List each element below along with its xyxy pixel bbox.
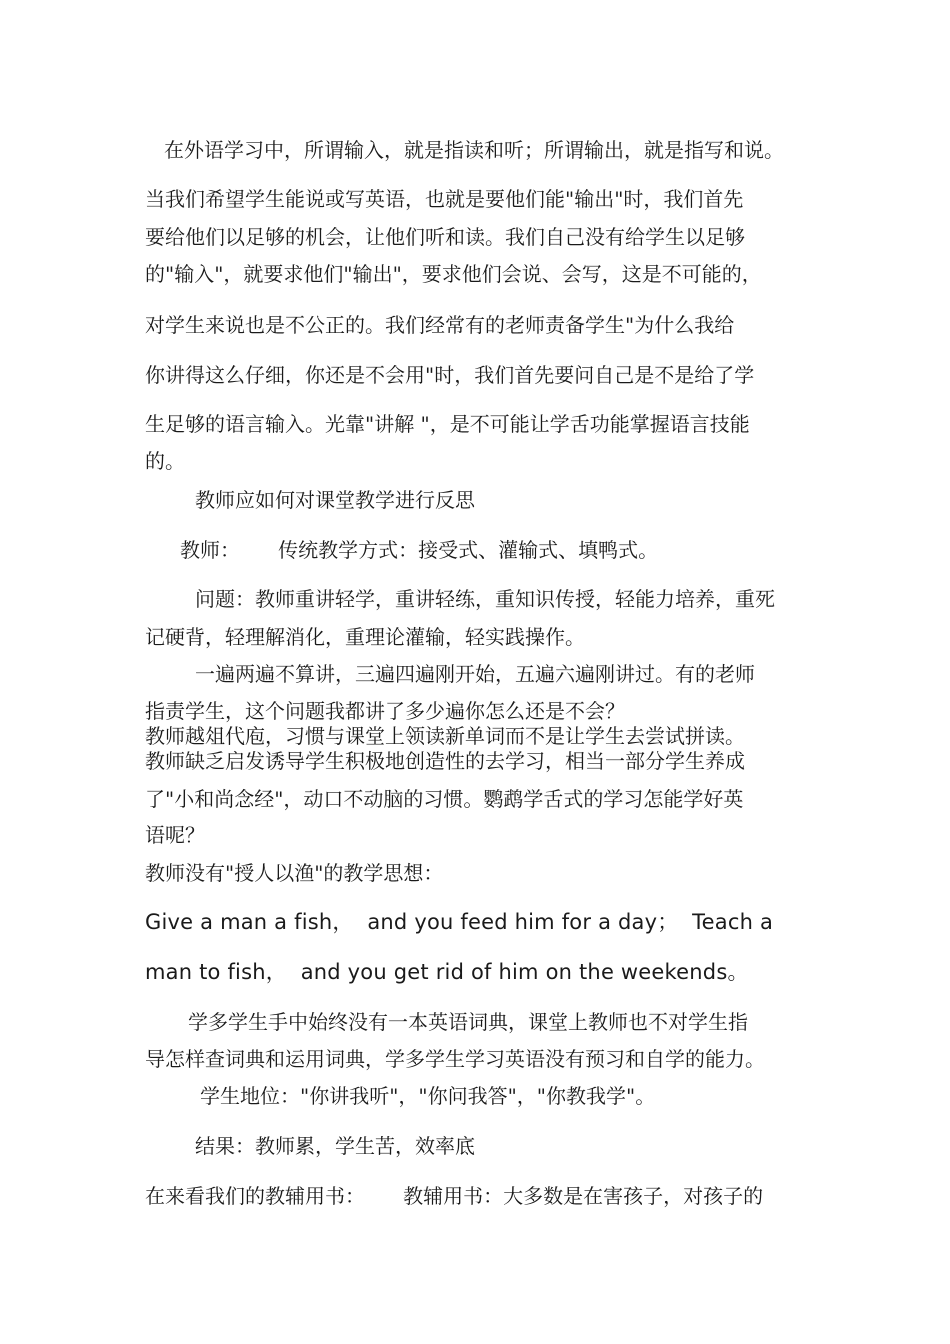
section-heading: 教师应如何对课堂教学进行反思 — [195, 488, 475, 512]
paragraph-line: 结果：教师累，学生苦，效率底 — [195, 1134, 475, 1158]
paragraph-line: 要给他们以足够的机会，让他们听和读。我们自己没有给学生以足够 — [145, 225, 745, 249]
paragraph-line: 教师没有"授人以渔"的教学思想： — [145, 861, 444, 885]
paragraph-line: 在外语学习中，所谓输入，就是指读和听；所谓输出，就是指写和说。 — [164, 138, 784, 162]
paragraph-line: 当我们希望学生能说或写英语，也就是要他们能"输出"时，我们首先 — [145, 187, 744, 211]
paragraph-line: 问题：教师重讲轻学，重讲轻练，重知识传授，轻能力培养，重死 — [195, 587, 775, 611]
paragraph-line: 一遍两遍不算讲，三遍四遍刚开始，五遍六遍刚讲过。有的老师 — [195, 662, 755, 686]
english-quote-line: man to fish， and you get rid of him on the weekends。 — [145, 960, 749, 984]
english-quote-line: Give a man a fish， and you feed him for a day； Teach a — [145, 910, 774, 934]
paragraph-line: 的。 — [145, 449, 185, 473]
paragraph-line: 你讲得这么仔细，你还是不会用"时，我们首先要问自己是不是给了学 — [145, 363, 755, 387]
paragraph-line: 生足够的语言输入。光靠"讲解 "，是不可能让学舌功能掌握语言技能 — [145, 412, 750, 436]
paragraph-line: 导怎样查词典和运用词典，学多学生学习英语没有预习和自学的能力。 — [145, 1047, 765, 1071]
paragraph-line: 的"输入"，就要求他们"输出"，要求他们会说、会写，这是不可能的， — [145, 262, 762, 286]
paragraph-line: 记硬背，轻理解消化，重理论灌输，轻实践操作。 — [145, 625, 585, 649]
paragraph-line: 了"小和尚念经"，动口不动脑的习惯。鹦鹉学舌式的学习怎能学好英 — [145, 787, 744, 811]
paragraph-line: 教师： 传统教学方式：接受式、灌输式、填鸭式。 — [180, 538, 659, 562]
paragraph-line: 教师越俎代庖，习惯与课堂上领读新单词而不是让学生去尝试拼读。 — [145, 724, 745, 748]
paragraph-line: 学多学生手中始终没有一本英语词典，课堂上教师也不对学生指 — [188, 1010, 748, 1034]
paragraph-line: 语呢？ — [145, 823, 205, 847]
paragraph-line: 指责学生，这个问题我都讲了多少遍你怎么还是不会？ — [145, 699, 625, 723]
paragraph-line: 教师缺乏启发诱导学生积极地创造性的去学习，相当一部分学生养成 — [145, 749, 745, 773]
paragraph-line: 在来看我们的教辅用书： 教辅用书：大多数是在害孩子，对孩子的 — [145, 1184, 764, 1208]
paragraph-line: 对学生来说也是不公正的。我们经常有的老师责备学生"为什么我给 — [145, 313, 735, 337]
paragraph-line: 学生地位："你讲我听"，"你问我答"，"你教我学"。 — [200, 1084, 656, 1108]
